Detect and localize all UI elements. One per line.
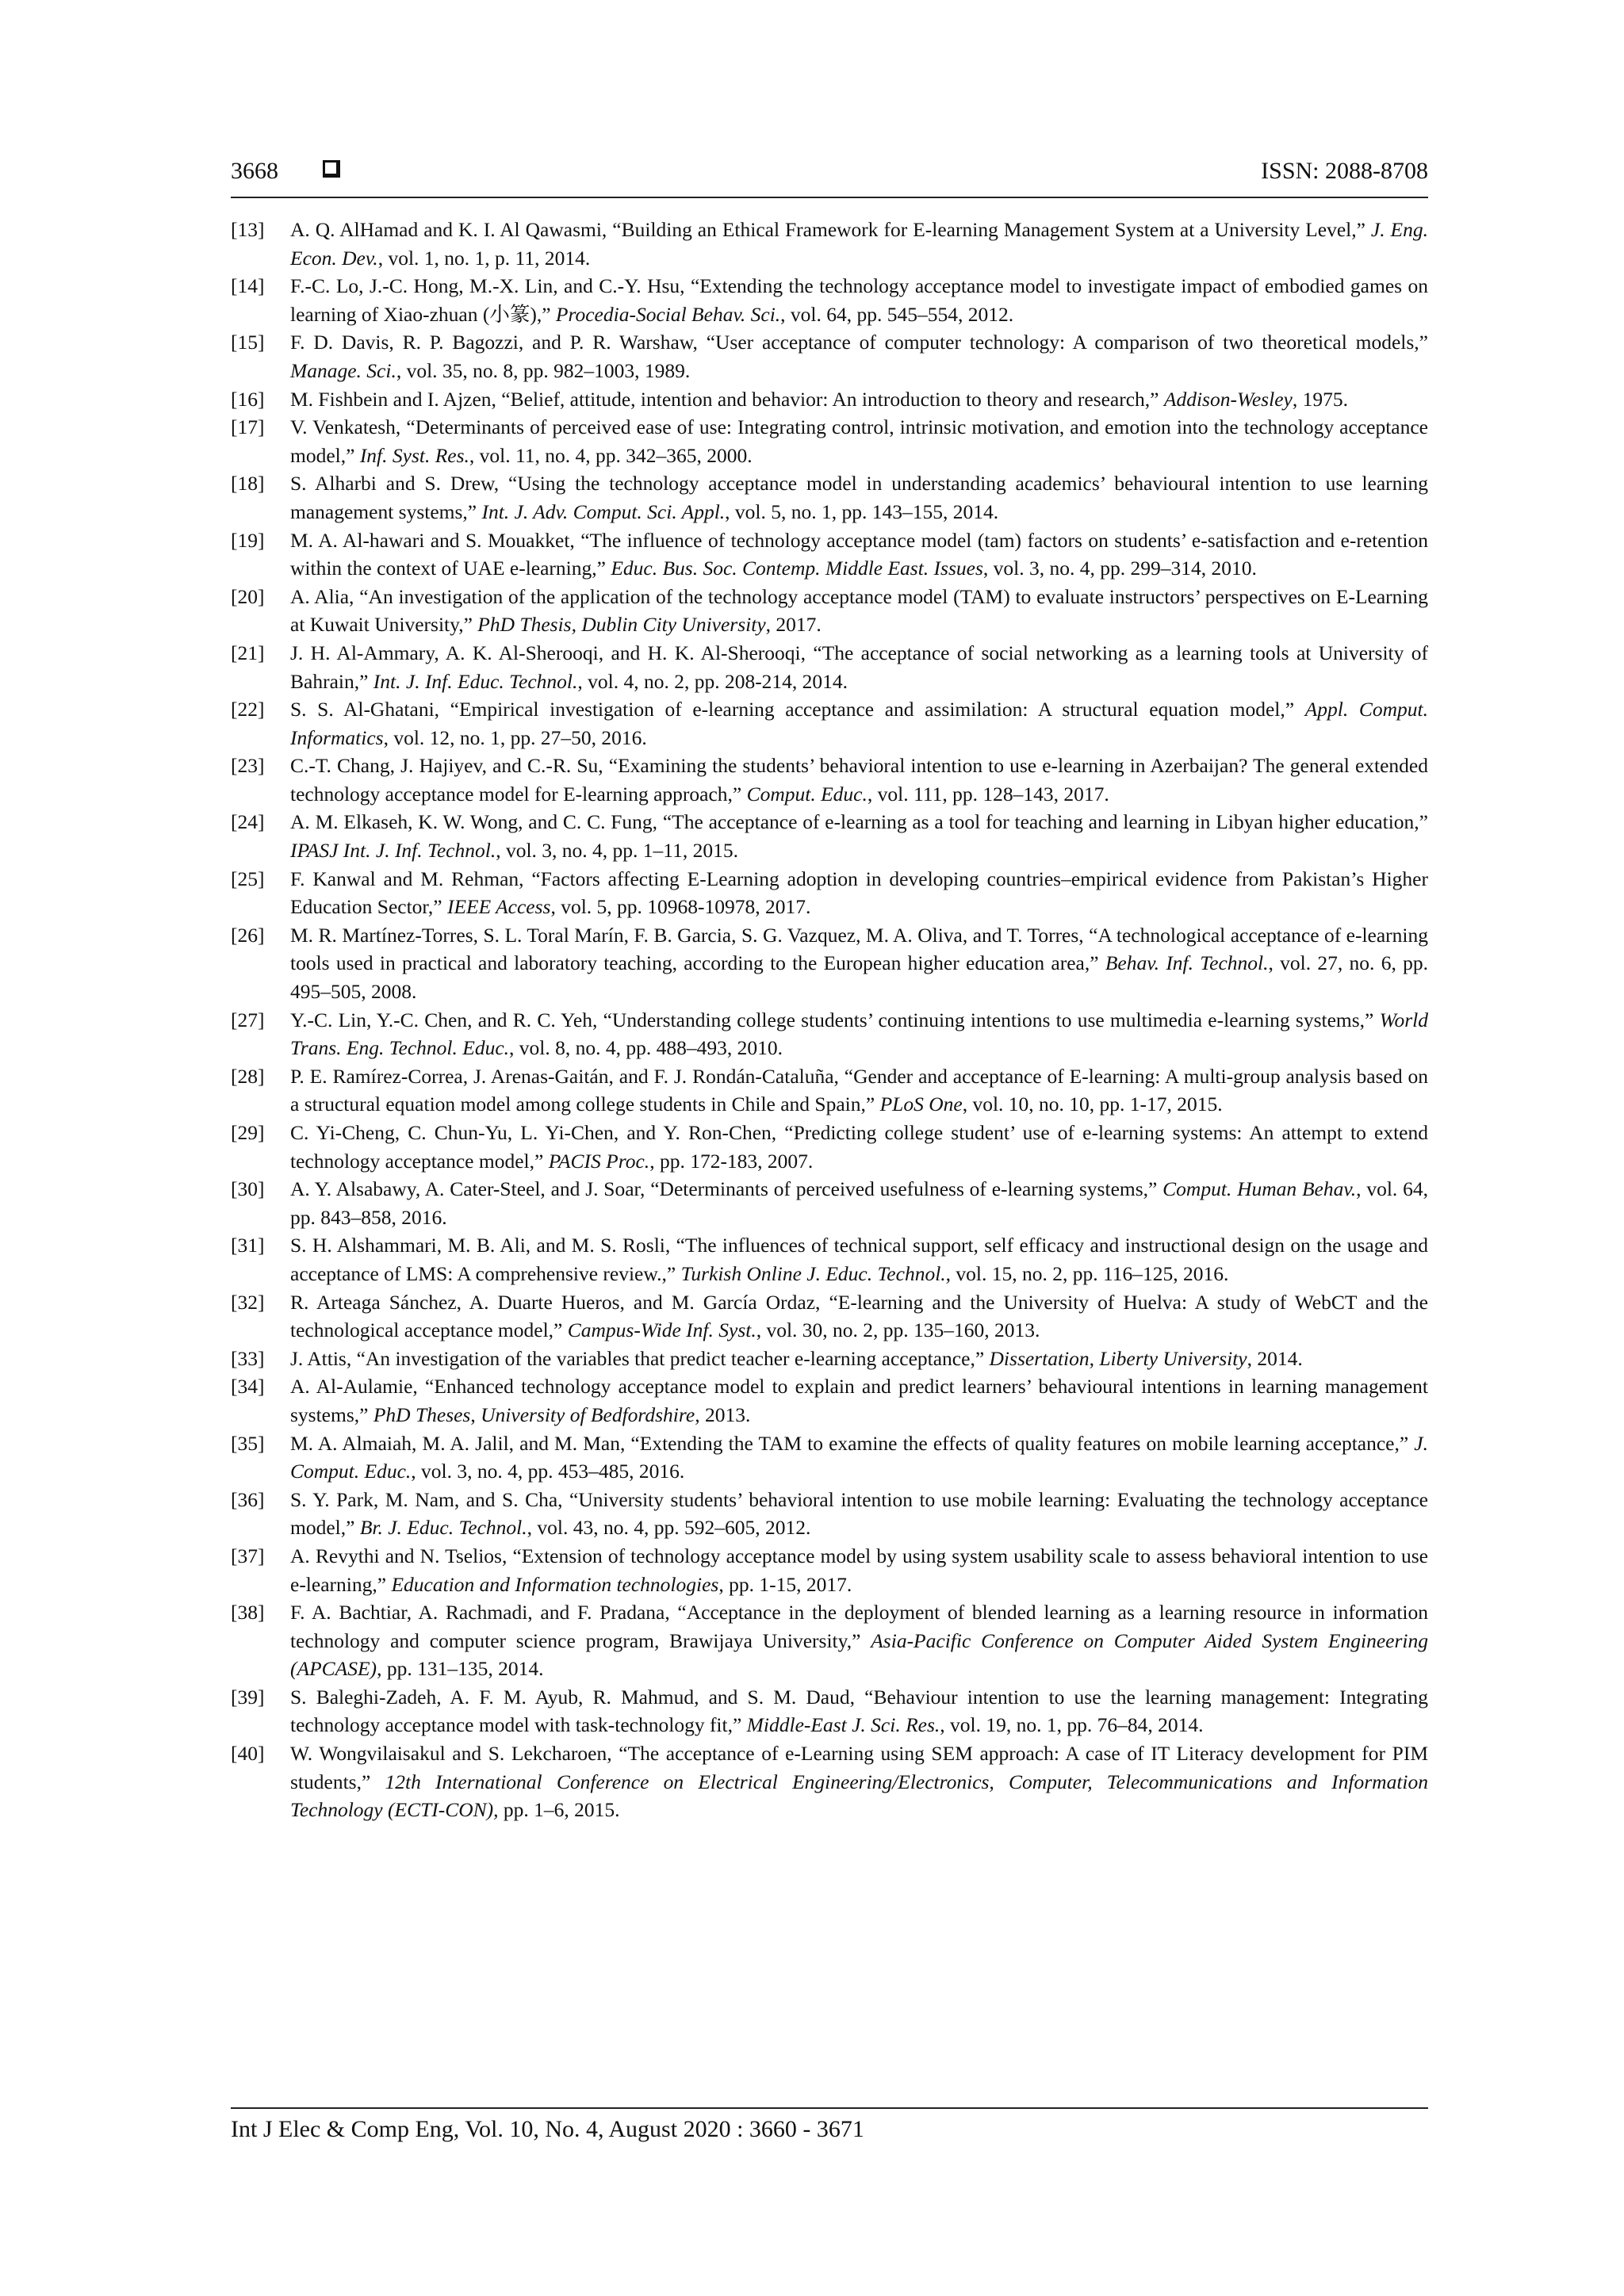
reference-text: A. M. Elkaseh, K. W. Wong, and C. C. Fung, “The acceptance of e-learning as a tool for teaching and learning in Libyan higher education,” IPASJ Int. J. Inf. Technol., vol. 3, no. 4, pp. 1–11, 2015.: [290, 810, 1428, 863]
reference-text: A. Q. AlHamad and K. I. Al Qawasmi, “Building an Ethical Framework for E-learning Management System at a University Level,” J. Eng. Econ. Dev., vol. 1, no. 1, p. 11, 2014.: [290, 218, 1428, 270]
reference-number: [31]: [231, 1234, 265, 1257]
page-number: 3668: [231, 158, 278, 184]
reference-item: [231, 1598, 1428, 1683]
reference-item: [231, 583, 1428, 639]
reference-number: [18]: [231, 472, 265, 496]
reference-number: [37]: [231, 1544, 265, 1567]
reference-text: F. D. Davis, R. P. Bagozzi, and P. R. Warshaw, “User acceptance of computer technology: A comparison of two theoretical models,” Manage. Sci., vol. 35, no. 8, pp. 982–1003, 1989.: [290, 331, 1428, 382]
reference-item: [231, 526, 1428, 583]
reference-text: J. H. Al-Ammary, A. K. Al-Sherooqi, and H. K. Al-Sherooqi, “The acceptance of social networking as a learning tools at University of Bahrain,” Int. J. Inf. Educ. Technol., vol. 4, no. 2, pp. 208-214, 2014.: [290, 641, 1428, 693]
reference-number: [24]: [231, 810, 265, 834]
reference-item: [231, 1372, 1428, 1429]
reference-number: [22]: [231, 698, 265, 721]
reference-item: [231, 1739, 1428, 1824]
reference-item: [231, 385, 1428, 414]
reference-number: [15]: [231, 331, 265, 354]
reference-number: [26]: [231, 923, 265, 947]
reference-text: C. Yi-Cheng, C. Chun-Yu, L. Yi-Chen, and Y. Ron-Chen, “Predicting college student’ use of e-learning systems: An attempt to extend technology acceptance model,” PACIS Proc., pp. 172-183, 2007.: [290, 1121, 1428, 1173]
reference-text: V. Venkatesh, “Determinants of perceived ease of use: Integrating control, intrinsic motivation, and emotion into the technology acceptance model,” Inf. Syst. Res., vol. 11, no. 4, pp. 342–365, 2000.: [290, 415, 1428, 467]
reference-number: [40]: [231, 1742, 265, 1766]
reference-number: [17]: [231, 415, 265, 439]
reference-number: [14]: [231, 274, 265, 298]
reference-item: [231, 1288, 1428, 1345]
reference-number: [19]: [231, 528, 265, 552]
reference-item: [231, 865, 1428, 921]
reference-item: [231, 1542, 1428, 1598]
reference-text: M. A. Al-hawari and S. Mouakket, “The influence of technology acceptance model (tam) factors on students’ e-satisfaction and e-retention within the context of UAE e-learning,” Educ. Bus. Soc. Contemp. Middle East. Issues, vol. 3, no. 4, pp. 299–314, 2010.: [290, 528, 1428, 580]
reference-text: M. R. Martínez-Torres, S. L. Toral Marín, F. B. Garcia, S. G. Vazquez, M. A. Oliva, and T. Torres, “A technological acceptance of e-learning tools used in practical and laboratory teaching, according to the European higher education area,” Behav. Inf. Technol., vol. 27, no. 6, pp. 495–505, 2008.: [290, 923, 1428, 1004]
reference-text: M. Fishbein and I. Ajzen, “Belief, attitude, intention and behavior: An introduction to theory and research,” Addison-Wesley, 1975.: [290, 387, 1348, 411]
page-header: [231, 155, 1428, 192]
reference-number: [20]: [231, 584, 265, 608]
reference-text: A. Revythi and N. Tselios, “Extension of technology acceptance model by using system usability scale to assess behavioral intention to use e-learning,” Education and Information technologies, pp. 1-15, 2017.: [290, 1544, 1428, 1596]
reference-item: [231, 921, 1428, 1006]
reference-text: S. H. Alshammari, M. B. Ali, and M. S. Rosli, “The influences of technical support, self efficacy and instructional design on the usage and acceptance of LMS: A comprehensive review.,” Turkish Online J. Educ. Technol., vol. 15, no. 2, pp. 116–125, 2016.: [290, 1234, 1428, 1285]
reference-text: F.-C. Lo, J.-C. Hong, M.-X. Lin, and C.-Y. Hsu, “Extending the technology acceptance model to investigate impact of embodied games on learning of Xiao-zhuan (小篆),” Procedia-Social Behav. Sci., vol. 64, pp. 545–554, 2012.: [290, 274, 1428, 326]
reference-text: C.-T. Chang, J. Hajiyev, and C.-R. Su, “Examining the students’ behavioral intention to use e-learning in Azerbaijan? The general extended technology acceptance model for E-learning approach,” Comput. Educ., vol. 111, pp. 128–143, 2017.: [290, 754, 1428, 806]
reference-item: [231, 639, 1428, 695]
reference-item: [231, 1119, 1428, 1175]
reference-text: A. Alia, “An investigation of the application of the technology acceptance model (TAM) to evaluate instructors’ perspectives on E-Learning at Kuwait University,” PhD Thesis, Dublin City University, 2017.: [290, 584, 1428, 637]
reference-item: [231, 1486, 1428, 1542]
reference-number: [33]: [231, 1346, 265, 1370]
reference-text: R. Arteaga Sánchez, A. Duarte Hueros, and M. García Ordaz, “E-learning and the University of Huelva: A study of WebCT and the technological acceptance model,” Campus-Wide Inf. Syst., vol. 30, no. 2, pp. 135–160, 2013.: [290, 1290, 1428, 1342]
reference-text: Y.-C. Lin, Y.-C. Chen, and R. C. Yeh, “Understanding college students’ continuing intentions to use multimedia e-learning systems,” World Trans. Eng. Technol. Educ., vol. 8, no. 4, pp. 488–493, 2010.: [290, 1008, 1428, 1060]
reference-item: [231, 328, 1428, 385]
reference-list: [231, 216, 1428, 1824]
reference-text: A. Al-Aulamie, “Enhanced technology acceptance model to explain and predict learners’ behavioural intentions in learning management systems,” PhD Theses, University of Bedfordshire, 2013.: [290, 1375, 1428, 1426]
reference-text: S. S. Al-Ghatani, “Empirical investigation of e-learning acceptance and assimilation: A structural equation model,” Appl. Comput. Informatics, vol. 12, no. 1, pp. 27–50, 2016.: [290, 698, 1428, 749]
reference-number: [28]: [231, 1064, 265, 1088]
reference-number: [35]: [231, 1431, 265, 1455]
reference-number: [21]: [231, 641, 265, 664]
reference-text: S. Baleghi-Zadeh, A. F. M. Ayub, R. Mahmud, and S. M. Daud, “Behaviour intention to use the learning management: Integrating technology acceptance model with task-technology fit,” Middle-East J. Sci. Res., vol. 19, no. 1, pp. 76–84, 2014.: [290, 1685, 1428, 1737]
reference-number: [30]: [231, 1177, 265, 1201]
reference-item: [231, 1175, 1428, 1231]
reference-item: [231, 1006, 1428, 1062]
reference-item: [231, 1062, 1428, 1119]
reference-number: [16]: [231, 387, 265, 411]
reference-item: [231, 272, 1428, 328]
reference-text: P. E. Ramírez-Correa, J. Arenas-Gaitán, and F. J. Rondán-Cataluña, “Gender and acceptance of E-learning: A multi-group analysis based on a structural equation model among college students in Chile and Spain,” PLoS One, vol. 10, no. 10, pp. 1-17, 2015.: [290, 1064, 1428, 1116]
reference-item: [231, 695, 1428, 752]
issn-label: ISSN: 2088-8708: [1261, 158, 1428, 184]
reference-number: [29]: [231, 1121, 265, 1144]
reference-number: [32]: [231, 1290, 265, 1314]
reference-text: S. Y. Park, M. Nam, and S. Cha, “University students’ behavioral intention to use mobile learning: Evaluating the technology acceptance model,” Br. J. Educ. Technol., vol. 43, no. 4, pp. 592–605, 2012.: [290, 1487, 1428, 1540]
reference-text: J. Attis, “An investigation of the variables that predict teacher e-learning acceptance,” Dissertation, Liberty University, 2014.: [290, 1346, 1303, 1370]
reference-number: [34]: [231, 1375, 265, 1399]
reference-number: [36]: [231, 1487, 265, 1511]
reference-number: [25]: [231, 867, 265, 890]
header-divider: [231, 197, 1428, 198]
reference-item: [231, 808, 1428, 864]
reference-number: [39]: [231, 1685, 265, 1709]
reference-number: [38]: [231, 1601, 265, 1624]
reference-item: [231, 216, 1428, 272]
reference-item: [231, 1429, 1428, 1486]
reference-text: S. Alharbi and S. Drew, “Using the technology acceptance model in understanding academics’ behavioural intention to use learning management systems,” Int. J. Adv. Comput. Sci. Appl., vol. 5, no. 1, pp. 143–155, 2014.: [290, 472, 1428, 523]
footer-citation: Int J Elec & Comp Eng, Vol. 10, No. 4, August 2020 : 3660 - 3671: [231, 2116, 864, 2142]
reference-item: [231, 413, 1428, 469]
square-box-icon: [323, 160, 340, 178]
reference-item: [231, 1345, 1428, 1373]
reference-item: [231, 469, 1428, 526]
reference-text: W. Wongvilaisakul and S. Lekcharoen, “The acceptance of e-Learning using SEM approach: A case of IT Literacy development for PIM students,” 12th International Conference on Electrical Engineering/Electronics, Computer, Telecommunications and Information Technology (ECTI-CON), pp. 1–6, 2015.: [290, 1742, 1428, 1822]
footer-divider: [231, 2107, 1428, 2109]
reference-text: F. A. Bachtiar, A. Rachmadi, and F. Pradana, “Acceptance in the deployment of blended learning as a learning resource in information technology and computer science program, Brawijaya University,” Asia-Pacific Conference on Computer Aided System Engineering (APCASE), pp. 131–135, 2014.: [290, 1601, 1428, 1681]
reference-item: [231, 1683, 1428, 1739]
reference-text: F. Kanwal and M. Rehman, “Factors affecting E-Learning adoption in developing countries–empirical evidence from Pakistan’s Higher Education Sector,” IEEE Access, vol. 5, pp. 10968-10978, 2017.: [290, 867, 1428, 919]
reference-text: M. A. Almaiah, M. A. Jalil, and M. Man, “Extending the TAM to examine the effects of quality features on mobile learning acceptance,” J. Comput. Educ., vol. 3, no. 4, pp. 453–485, 2016.: [290, 1431, 1428, 1483]
reference-number: [27]: [231, 1008, 265, 1031]
reference-number: [13]: [231, 218, 265, 241]
reference-number: [23]: [231, 754, 265, 778]
reference-text: A. Y. Alsabawy, A. Cater-Steel, and J. Soar, “Determinants of perceived usefulness of e-learning systems,” Comput. Human Behav., vol. 64, pp. 843–858, 2016.: [290, 1177, 1428, 1229]
reference-item: [231, 752, 1428, 808]
reference-item: [231, 1231, 1428, 1288]
